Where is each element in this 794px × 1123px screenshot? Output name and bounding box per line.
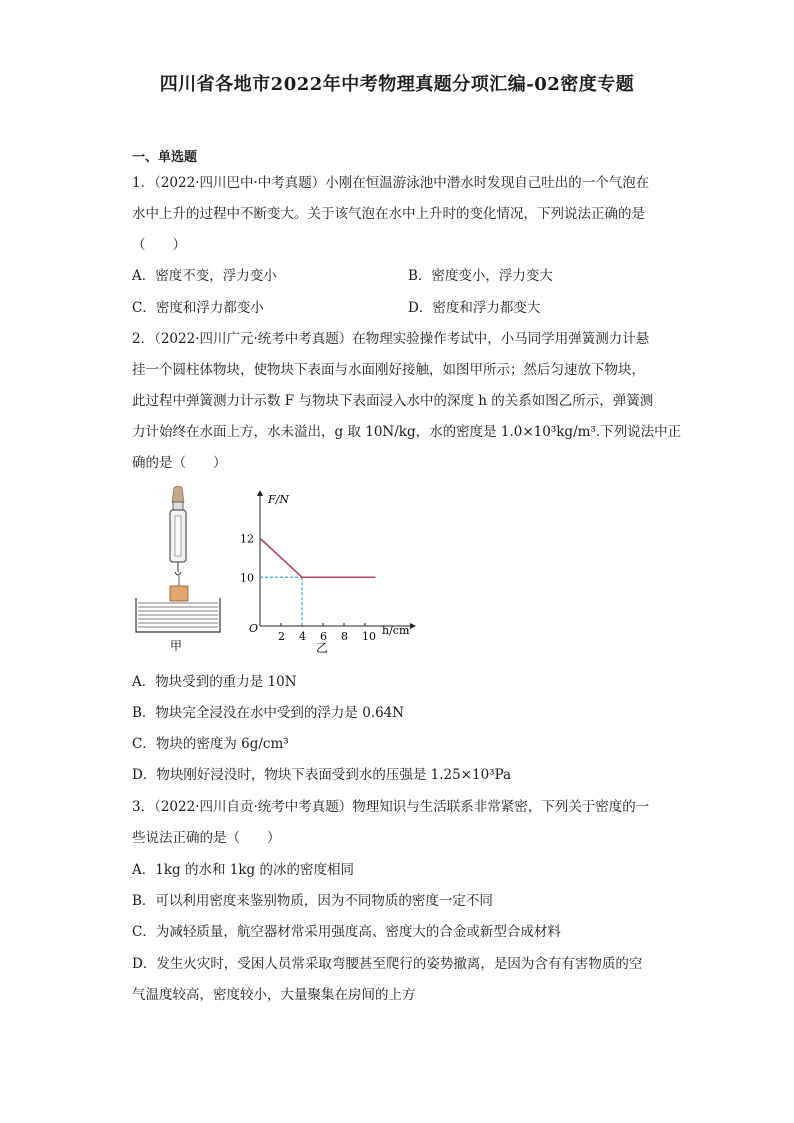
y-axis-arrow: [257, 490, 263, 496]
q2-figure: [132, 486, 432, 662]
q1-option-d: D．密度和浮力都变大: [408, 300, 541, 316]
q1-option-a: A．密度不变，浮力变小: [132, 268, 277, 284]
q2-stem-line: 力计始终在水面上方，水未溢出，g 取 10N/kg，水的密度是 1.0×10³kg/m³.下列说法中正: [132, 424, 682, 440]
label-yi: 乙: [316, 641, 329, 655]
series-line: [260, 538, 376, 577]
q3-option-d: D．发生火灾时，受困人员常采取弯腰甚至爬行的姿势撤离，是因为含有有害物质的空: [132, 956, 643, 972]
q3-stem-line: 些说法正确的是（ ）: [132, 830, 281, 846]
hand-icon: [172, 486, 184, 504]
q1-stem-line: 1．（2022·四川巴中·中考真题）小刚在恒温游泳池中潜水时发现自己吐出的一个气泡在: [132, 175, 650, 191]
q2-option-a: A．物块受到的重力是 10N: [132, 674, 297, 690]
q1-stem-line: 水中上升的过程中不断变大。关于该气泡在水中上升时的变化情况，下列说法正确的是: [132, 206, 645, 222]
q3-option-a: A．1kg 的水和 1kg 的冰的密度相同: [132, 862, 354, 878]
q2-stem-line: 2．（2022·四川广元·统考中考真题）在物理实验操作考试中，小马同学用弹簧测力计悬: [132, 331, 650, 347]
q1-option-c: C．密度和浮力都变小: [132, 300, 264, 316]
q2-figure-svg: [132, 486, 432, 658]
x-tick-label: 10: [362, 630, 376, 643]
q3-option-b: B．可以利用密度来鉴别物质，因为不同物质的密度一定不同: [132, 893, 493, 909]
q2-option-c: C．物块的密度为 6g/cm³: [132, 736, 289, 752]
y-tick-label: 12: [240, 532, 254, 546]
label-jia: 甲: [170, 639, 183, 653]
x-axis-label: h/cm: [382, 624, 410, 637]
spring-scale-apparatus: [136, 486, 220, 653]
q2-option-b: B．物块完全浸没在水中受到的浮力是 0.64N: [132, 705, 405, 721]
q3-option-c: C．为减轻质量，航空器材常采用强度高、密度大的合金或新型合成材料: [132, 924, 561, 940]
q2-stem-line: 此过程中弹簧测力计示数 F 与物块下表面浸入水中的深度 h 的关系如图乙所示，弹簧测: [132, 393, 654, 409]
y-axis-label: F/N: [268, 493, 289, 506]
q2-stem-line: 挂一个圆柱体物块，使物块下表面与水面刚好接触，如图甲所示；然后匀速放下物块，: [132, 362, 645, 378]
spring-scale-window: [175, 516, 181, 556]
x-tick-label: 6: [320, 630, 327, 643]
scale-hook-top: [173, 502, 183, 510]
q2-option-d: D．物块刚好浸没时，物块下表面受到水的压强是 1.25×10³Pa: [132, 767, 512, 783]
x-tick-label: 4: [299, 630, 306, 643]
x-tick-label: 8: [341, 630, 348, 643]
section-heading: 一、单选题: [132, 150, 198, 165]
q3-option-d-cont: 气温度较高，密度较小，大量聚集在房间的上方: [132, 987, 416, 1003]
q1-stem-line: （ ）: [132, 237, 186, 253]
page-title: 四川省各地市2022年中考物理真题分项汇编-02密度专题: [159, 74, 635, 95]
q2-stem-line: 确的是（ ）: [132, 455, 227, 471]
x-tick-label: 2: [278, 630, 285, 643]
water-lines: [138, 603, 218, 627]
hook-curve: [175, 572, 181, 575]
q3-stem-line: 3．（2022·四川自贡·统考中考真题）物理知识与生活联系非常紧密，下列关于密度的一: [132, 799, 650, 815]
x-axis-arrow: [410, 623, 416, 629]
f-h-chart: [240, 490, 416, 655]
q1-option-b: B．密度变小，浮力变大: [408, 268, 553, 284]
origin-label: O: [249, 622, 259, 635]
cylinder-block: [170, 586, 188, 601]
y-tick-label: 10: [240, 571, 254, 585]
